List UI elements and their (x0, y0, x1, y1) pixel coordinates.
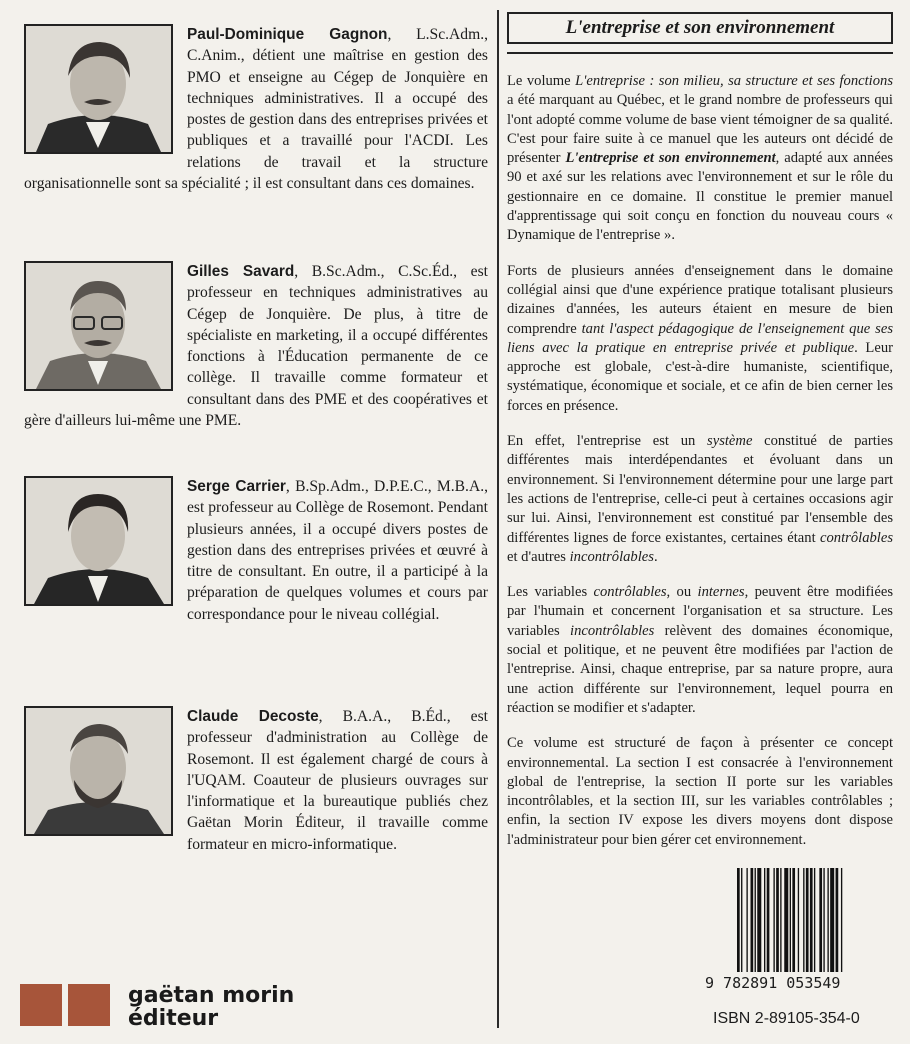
text-run: Forts de plusieurs années d'enseignement dans le domaine collégial ainsi que d'une expérience pratique totalisant plusieurs dizaines d'années, les auteurs étaient en mesure de bien comprendre (507, 262, 893, 337)
description-column (507, 12, 893, 866)
italic-run: incontrôlables (569, 548, 654, 565)
bold-italic-run: L'entreprise et son environnement (565, 150, 776, 167)
author-photo (24, 476, 173, 606)
portrait-icon (26, 708, 171, 834)
text-run: a été marquant au Québec, et le grand nombre de professeurs qui l'ont adopté comme volume de base vient témoigner de sa qualité. C'est pour faire suite à ce manuel que les auteurs ont décidé de présenter (507, 92, 893, 167)
author-bio: , L.Sc.Adm., C.Anim., détient une maîtrise en gestion des PMO et enseigne au Cégep de Jonquière en techniques administratives. Il a occupé des postes de gestion dans des entreprises privées et publiques et a travaillé pour l'ACDI. Les relations de travail et la structure organisationnelle sont sa spécialité ; il est consultant dans ces domaines. (24, 26, 489, 193)
author-bio: , B.Sp.Adm., D.P.E.C., M.B.A., est professeur au Collège de Rosemont. Pendant plusieurs années, il a occupé divers postes de gestion dans des entreprises privées et œuvré à titre de consultant. En outre, il a participé à la préparation de quelques volumes et cours par correspondance pour le niveau collégial. (187, 478, 488, 623)
italic-run: incontrôlables (570, 622, 655, 639)
text-run: En effet, l'entreprise est un (507, 433, 708, 450)
text-run: Le volume (507, 73, 576, 89)
logo-square-icon (68, 984, 110, 1026)
publisher-line: éditeur (128, 1006, 219, 1031)
author-block (24, 706, 488, 855)
text-run: . Leur approche est globale, c'est-à-dire humaniste, scientifique, systématique, économique et sociale, et ce afin de bien cerner les forces en présence. (507, 339, 893, 414)
publisher-logo (20, 984, 294, 1030)
author-name: Gilles Savard (187, 263, 295, 280)
text-run: Les variables (507, 584, 594, 601)
column-divider (497, 10, 499, 1028)
publisher-line: gaëtan morin (128, 983, 295, 1008)
text-run: , adapté aux années 90 et axé sur les relations avec l'environnement et sur le rôle du gestionnaire en ce domaine. Il constitue le premier manuel d'apprentissage qui soit conçu en fonction du nouveau cours « Dynamique de l'entreprise ». (507, 150, 894, 244)
paragraph (507, 72, 893, 246)
text-run: , peuvent être modifiées par l'humain et concernent l'organisation et sa structure. Les variables (507, 584, 893, 639)
italic-run: internes (697, 584, 745, 601)
text-run: constitué de parties différentes mais interdépendantes et évoluant dans un environnement. Si l'environnement détermine pour une large part les actions de l'entreprise, celle-ci peut à certaines occasions agir sur lui. Ainsi, l'environnement est constitué par l'ensemble des différentes lignes de force existantes, certaines étant (507, 433, 893, 546)
author-name: Serge Carrier (187, 478, 286, 495)
text-run: et d'autres (507, 548, 570, 565)
publisher-name (128, 984, 294, 1030)
title-rule (507, 52, 893, 54)
author-photo (24, 24, 173, 154)
author-block (24, 24, 488, 194)
book-title: L'entreprise et son environnement (507, 12, 893, 44)
author-block (24, 476, 488, 625)
portrait-icon (26, 263, 171, 389)
author-bio: , B.A.A., B.Éd., est professeur d'administration au Collège de Rosemont. Il est également chargé de cours à l'UQAM. Coauteur de plusieurs ouvrages sur l'informatique et la bureautique publiés chez Gaëtan Morin Éditeur, il travaille comme formateur en micro-informatique. (187, 708, 488, 853)
italic-run: tant l'aspect pédagogique de l'enseignement que ses liens avec la pratique en entreprise privée et publique (507, 320, 894, 356)
italic-run: système (707, 433, 753, 450)
italic-run: L'entreprise : son milieu, sa structure et ses fonctions (575, 73, 893, 89)
author-bio: , B.Sc.Adm., C.Sc.Éd., est professeur en techniques administratives au Cégep de Jonquière. De plus, à titre de spécialiste en marketing, il a occupé différentes fonctions à l'Éducation permanente de ce collège. Il travaille comme formateur et consultant dans des PME et des coopératives et gère d'ailleurs lui-même une PME. (24, 263, 488, 430)
portrait-icon (26, 478, 171, 604)
paragraph (507, 262, 893, 416)
text-run: relèvent des domaines économique, social et politique, et ne peuvent être modifiées par l'action de l'entreprise. Ainsi, chaque entreprise, par sa nature propre, aura une action différente sur l'environnement, lequel pourra en réaction se modifier et s'adapter. (507, 622, 894, 716)
author-photo (24, 261, 173, 391)
author-name: Paul-Dominique Gagnon (187, 26, 388, 43)
paragraph (507, 432, 893, 567)
italic-run: contrôlables (820, 529, 893, 546)
paragraph (507, 583, 893, 718)
description-body (507, 72, 893, 850)
text-run: . (653, 548, 658, 565)
text-run: , ou (666, 584, 698, 601)
isbn: ISBN 2-89105-354-0 (713, 1010, 860, 1027)
paragraph: Ce volume est structuré de façon à présenter ce concept environnemental. La section I est consacrée à l'environnement global de l'entreprise, la section II porte sur les variables incontrôlables, et la section III, sur les variables contrôlables ; enfin, la section IV expose les divers moyens dont dispose l'administrateur pour bien gérer cet environnement. (507, 735, 893, 848)
author-photo (24, 706, 173, 836)
barcode-icon (735, 868, 883, 972)
author-name: Claude Decoste (187, 708, 319, 725)
author-block (24, 261, 488, 431)
barcode-digits: 9 782891 053549 (705, 974, 841, 992)
logo-square-icon (20, 984, 62, 1026)
italic-run: contrôlables (593, 584, 667, 601)
portrait-icon (26, 26, 171, 152)
